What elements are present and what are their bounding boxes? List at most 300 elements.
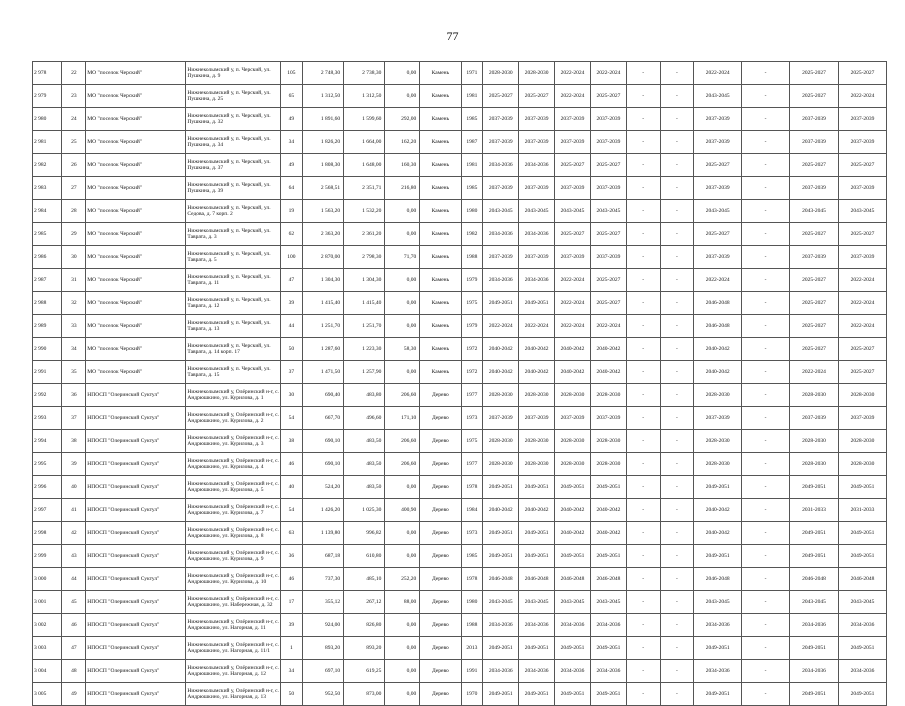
period-10-cell: 2043-2045 [838,591,886,614]
floors-cell: 19 [281,200,303,223]
address-cell: Нижнеколымский у, п. Черский, ул. Таврата, д. 5 [186,246,281,269]
period-3-cell: 2049-2051 [555,476,591,499]
municipality-cell: МО "поселок Черский" [86,361,186,384]
period-6-cell: - [660,407,694,430]
period-10-cell: 2049-2051 [838,545,886,568]
item-number-cell: 38 [62,430,86,453]
floors-cell: 44 [281,315,303,338]
period-3-cell: 2049-2051 [555,545,591,568]
period-3-cell: 2022-2024 [555,315,591,338]
period-8-cell: - [742,384,790,407]
period-10-cell: 2028-2030 [838,384,886,407]
nonliving-area-cell: 0,00 [385,522,420,545]
total-area-cell: 1 139,80 [302,522,343,545]
nonliving-area-cell: 171,10 [385,407,420,430]
period-7-cell: 2022-2024 [694,62,742,85]
period-9-cell: 2046-2048 [790,568,839,591]
municipality-cell: МО "поселок Черский" [86,246,186,269]
period-4-cell: 2040-2042 [590,522,626,545]
period-5-cell: - [626,338,660,361]
wall-material-cell: Камень [420,108,461,131]
living-area-cell: 1 251,70 [344,315,385,338]
build-year-cell: 1971 [461,62,483,85]
table-row [33,269,887,292]
municipality-cell: НПОСП "Олеринский Суктул" [86,522,186,545]
item-number-cell: 43 [62,545,86,568]
nonliving-area-cell: 160,30 [385,154,420,177]
period-2-cell: 2049-2051 [519,637,555,660]
address-cell: Нижнеколымский у, п. Черский, ул. Пушкина, д. 37 [186,154,281,177]
living-area-cell: 1 257,90 [344,361,385,384]
build-year-cell: 1977 [461,453,483,476]
build-year-cell: 1984 [461,499,483,522]
total-area-cell: 2 363,20 [302,223,343,246]
period-2-cell: 2028-2030 [519,62,555,85]
period-8-cell: - [742,453,790,476]
wall-material-cell: Дерево [420,407,461,430]
period-8-cell: - [742,476,790,499]
table-row [33,614,887,637]
period-10-cell: 2025-2027 [838,223,886,246]
period-10-cell: 2028-2030 [838,430,886,453]
period-1-cell: 2034-2036 [483,154,519,177]
period-2-cell: 2034-2036 [519,154,555,177]
municipality-cell: НПОСП "Олеринский Суктул" [86,637,186,660]
municipality-cell: МО "поселок Черский" [86,108,186,131]
floors-cell: 1 [281,637,303,660]
period-5-cell: - [626,407,660,430]
build-year-cell: 1985 [461,108,483,131]
row-number-cell: 2 988 [33,292,62,315]
floors-cell: 62 [281,223,303,246]
period-2-cell: 2034-2036 [519,660,555,683]
period-1-cell: 2049-2051 [483,637,519,660]
period-4-cell: 2034-2036 [590,614,626,637]
floors-cell: 38 [281,430,303,453]
municipality-cell: МО "поселок Черский" [86,177,186,200]
table-row [33,407,887,430]
period-1-cell: 2022-2024 [483,315,519,338]
wall-material-cell: Камень [420,200,461,223]
nonliving-area-cell: 88,00 [385,591,420,614]
period-1-cell: 2034-2036 [483,223,519,246]
build-year-cell: 1973 [461,522,483,545]
period-1-cell: 2028-2030 [483,430,519,453]
period-7-cell: 2040-2042 [694,361,742,384]
period-4-cell: 2025-2027 [590,292,626,315]
period-1-cell: 2049-2051 [483,545,519,568]
period-2-cell: 2049-2051 [519,545,555,568]
period-2-cell: 2034-2036 [519,223,555,246]
total-area-cell: 2 870,00 [302,246,343,269]
table-row [33,384,887,407]
table-row [33,177,887,200]
period-5-cell: - [626,430,660,453]
period-3-cell: 2049-2051 [555,637,591,660]
housing-table [32,61,887,706]
period-4-cell: 2040-2042 [590,499,626,522]
total-area-cell: 2 748,30 [302,62,343,85]
period-7-cell: 2046-2048 [694,292,742,315]
item-number-cell: 27 [62,177,86,200]
period-7-cell: 2043-2045 [694,85,742,108]
municipality-cell: НПОСП "Олеринский Суктул" [86,453,186,476]
floors-cell: 105 [281,62,303,85]
period-3-cell: 2028-2030 [555,453,591,476]
period-7-cell: 2049-2051 [694,637,742,660]
period-4-cell: 2040-2042 [590,338,626,361]
table-row [33,338,887,361]
period-7-cell: 2025-2027 [694,154,742,177]
living-area-cell: 2 351,71 [344,177,385,200]
row-number-cell: 2 984 [33,200,62,223]
period-3-cell: 2037-2039 [555,246,591,269]
address-cell: Нижнеколымский у, п. Черский, ул. Пушкина, д. 32 [186,108,281,131]
period-1-cell: 2034-2036 [483,660,519,683]
period-7-cell: 2040-2042 [694,499,742,522]
table-row [33,545,887,568]
period-4-cell: 2022-2024 [590,315,626,338]
period-5-cell: - [626,591,660,614]
period-6-cell: - [660,430,694,453]
build-year-cell: 1978 [461,568,483,591]
period-10-cell: 2022-2024 [838,85,886,108]
period-3-cell: 2040-2042 [555,522,591,545]
period-1-cell: 2049-2051 [483,522,519,545]
address-cell: Нижнеколымский у, п. Черский, ул. Таврата, д. 15 [186,361,281,384]
table-row [33,453,887,476]
period-8-cell: - [742,407,790,430]
period-2-cell: 2040-2042 [519,338,555,361]
period-5-cell: - [626,384,660,407]
total-area-cell: 2 568,51 [302,177,343,200]
period-8-cell: - [742,62,790,85]
page-number: 77 [446,29,459,43]
period-3-cell: 2037-2039 [555,108,591,131]
period-4-cell: 2028-2030 [590,453,626,476]
period-9-cell: 2025-2027 [790,62,839,85]
period-5-cell: - [626,315,660,338]
period-6-cell: - [660,476,694,499]
item-number-cell: 29 [62,223,86,246]
period-3-cell: 2034-2036 [555,614,591,637]
period-10-cell: 2022-2024 [838,315,886,338]
row-number-cell: 2 985 [33,223,62,246]
living-area-cell: 1 304,30 [344,269,385,292]
period-5-cell: - [626,108,660,131]
municipality-cell: НПОСП "Олеринский Суктул" [86,430,186,453]
total-area-cell: 1 312,50 [302,85,343,108]
row-number-cell: 3 000 [33,568,62,591]
wall-material-cell: Камень [420,246,461,269]
period-8-cell: - [742,292,790,315]
item-number-cell: 35 [62,361,86,384]
floors-cell: 54 [281,407,303,430]
municipality-cell: НПОСП "Олеринский Суктул" [86,591,186,614]
period-4-cell: 2037-2039 [590,177,626,200]
address-cell: Нижнеколымский у, п. Черский, ул. Таврата, д. 3 [186,223,281,246]
total-area-cell: 697,10 [302,660,343,683]
build-year-cell: 1975 [461,430,483,453]
period-2-cell: 2049-2051 [519,683,555,706]
row-number-cell: 2 989 [33,315,62,338]
period-8-cell: - [742,660,790,683]
floors-cell: 49 [281,154,303,177]
total-area-cell: 690,10 [302,430,343,453]
period-5-cell: - [626,637,660,660]
build-year-cell: 1979 [461,269,483,292]
build-year-cell: 1988 [461,246,483,269]
living-area-cell: 483,50 [344,430,385,453]
period-1-cell: 2037-2039 [483,407,519,430]
municipality-cell: НПОСП "Олеринский Суктул" [86,568,186,591]
period-7-cell: 2037-2039 [694,177,742,200]
period-7-cell: 2046-2048 [694,568,742,591]
total-area-cell: 952,50 [302,683,343,706]
wall-material-cell: Камень [420,62,461,85]
period-4-cell: 2046-2048 [590,568,626,591]
period-6-cell: - [660,223,694,246]
living-area-cell: 2 361,20 [344,223,385,246]
period-3-cell: 2028-2030 [555,384,591,407]
address-cell: Нижнеколымский у, Олёринский н-г, с. Андрюшкино, ул. Нагорная, д. 11 [186,614,281,637]
build-year-cell: 1973 [461,407,483,430]
period-4-cell: 2049-2051 [590,545,626,568]
period-3-cell: 2043-2045 [555,200,591,223]
period-1-cell: 2028-2030 [483,384,519,407]
period-10-cell: 2022-2024 [838,292,886,315]
period-1-cell: 2034-2036 [483,614,519,637]
period-6-cell: - [660,568,694,591]
build-year-cell: 1972 [461,361,483,384]
period-2-cell: 2025-2027 [519,85,555,108]
period-10-cell: 2049-2051 [838,522,886,545]
period-5-cell: - [626,200,660,223]
period-8-cell: - [742,200,790,223]
period-4-cell: 2034-2036 [590,660,626,683]
municipality-cell: МО "поселок Черский" [86,292,186,315]
address-cell: Нижнеколымский у, п. Черский, ул. Пушкина, д. 34 [186,131,281,154]
total-area-cell: 524,20 [302,476,343,499]
row-number-cell: 2 980 [33,108,62,131]
period-10-cell: 2049-2051 [838,476,886,499]
floors-cell: 65 [281,85,303,108]
period-5-cell: - [626,246,660,269]
period-3-cell: 2022-2024 [555,85,591,108]
period-4-cell: 2025-2027 [590,223,626,246]
period-6-cell: - [660,614,694,637]
period-6-cell: - [660,315,694,338]
period-1-cell: 2040-2042 [483,338,519,361]
nonliving-area-cell: 0,00 [385,200,420,223]
period-2-cell: 2049-2051 [519,476,555,499]
period-2-cell: 2037-2039 [519,246,555,269]
floors-cell: 50 [281,683,303,706]
period-1-cell: 2037-2039 [483,246,519,269]
period-4-cell: 2025-2027 [590,85,626,108]
period-5-cell: - [626,292,660,315]
nonliving-area-cell: 0,00 [385,223,420,246]
period-5-cell: - [626,660,660,683]
build-year-cell: 1978 [461,476,483,499]
address-cell: Нижнеколымский у, п. Черский, ул. Седова, д. 7 корп. 2 [186,200,281,223]
wall-material-cell: Дерево [420,637,461,660]
period-10-cell: 2031-2033 [838,499,886,522]
period-7-cell: 2028-2030 [694,384,742,407]
period-4-cell: 2028-2030 [590,430,626,453]
municipality-cell: МО "поселок Черский" [86,338,186,361]
build-year-cell: 1987 [461,131,483,154]
wall-material-cell: Камень [420,292,461,315]
floors-cell: 39 [281,292,303,315]
wall-material-cell: Камень [420,361,461,384]
period-7-cell: 2049-2051 [694,476,742,499]
build-year-cell: 1977 [461,384,483,407]
period-5-cell: - [626,453,660,476]
period-3-cell: 2040-2042 [555,499,591,522]
period-9-cell: 2037-2039 [790,108,839,131]
total-area-cell: 1 287,60 [302,338,343,361]
period-5-cell: - [626,361,660,384]
floors-cell: 37 [281,361,303,384]
build-year-cell: 1991 [461,660,483,683]
living-area-cell: 996,82 [344,522,385,545]
period-3-cell: 2037-2039 [555,131,591,154]
row-number-cell: 2 983 [33,177,62,200]
period-7-cell: 2037-2039 [694,108,742,131]
period-5-cell: - [626,154,660,177]
period-3-cell: 2028-2030 [555,430,591,453]
period-8-cell: - [742,637,790,660]
item-number-cell: 37 [62,407,86,430]
floors-cell: 30 [281,384,303,407]
period-4-cell: 2049-2051 [590,637,626,660]
address-cell: Нижнеколымский у, Олёринский н-г, с. Андрюшкино, ул. Набережная, д. 32 [186,591,281,614]
item-number-cell: 41 [62,499,86,522]
total-area-cell: 355,12 [302,591,343,614]
item-number-cell: 40 [62,476,86,499]
total-area-cell: 1 471,50 [302,361,343,384]
period-2-cell: 2034-2036 [519,269,555,292]
municipality-cell: НПОСП "Олеринский Суктул" [86,545,186,568]
period-6-cell: - [660,108,694,131]
wall-material-cell: Дерево [420,430,461,453]
floors-cell: 50 [281,338,303,361]
floors-cell: 46 [281,568,303,591]
period-2-cell: 2043-2045 [519,591,555,614]
period-7-cell: 2028-2030 [694,430,742,453]
period-8-cell: - [742,85,790,108]
period-8-cell: - [742,545,790,568]
period-7-cell: 2037-2039 [694,131,742,154]
period-3-cell: 2037-2039 [555,177,591,200]
table-row [33,660,887,683]
item-number-cell: 30 [62,246,86,269]
period-9-cell: 2022-2024 [790,361,839,384]
period-7-cell: 2022-2024 [694,269,742,292]
address-cell: Нижнеколымский у, Олёринский н-г, с. Андрюшкино, ул. Нагорная, д. 11/1 [186,637,281,660]
address-cell: Нижнеколымский у, Олёринский н-г, с. Андрюшкино, ул. Куриловa, д. 2 [186,407,281,430]
table-row [33,154,887,177]
period-6-cell: - [660,361,694,384]
floors-cell: 100 [281,246,303,269]
period-6-cell: - [660,660,694,683]
period-6-cell: - [660,499,694,522]
period-8-cell: - [742,522,790,545]
wall-material-cell: Камень [420,154,461,177]
period-3-cell: 2046-2048 [555,568,591,591]
period-6-cell: - [660,338,694,361]
item-number-cell: 22 [62,62,86,85]
period-8-cell: - [742,430,790,453]
period-10-cell: 2025-2027 [838,338,886,361]
build-year-cell: 1981 [461,85,483,108]
table-row [33,361,887,384]
build-year-cell: 1972 [461,338,483,361]
row-number-cell: 2 994 [33,430,62,453]
period-8-cell: - [742,499,790,522]
build-year-cell: 1979 [461,315,483,338]
address-cell: Нижнеколымский у, п. Черский, ул. Пушкина, д. 9 [186,62,281,85]
address-cell: Нижнеколымский у, Олёринский н-г, с. Андрюшкино, ул. Куриловa, д. 8 [186,522,281,545]
period-2-cell: 2040-2042 [519,361,555,384]
period-2-cell: 2043-2045 [519,200,555,223]
wall-material-cell: Дерево [420,522,461,545]
address-cell: Нижнеколымский у, Олёринский н-г, с. Андрюшкино, ул. Куриловa, д. 7 [186,499,281,522]
item-number-cell: 34 [62,338,86,361]
period-4-cell: 2028-2030 [590,384,626,407]
build-year-cell: 2013 [461,637,483,660]
period-10-cell: 2037-2039 [838,108,886,131]
period-3-cell: 2037-2039 [555,407,591,430]
period-10-cell: 2046-2048 [838,568,886,591]
total-area-cell: 737,30 [302,568,343,591]
period-9-cell: 2025-2027 [790,269,839,292]
period-9-cell: 2028-2030 [790,430,839,453]
table-row [33,200,887,223]
period-8-cell: - [742,108,790,131]
row-number-cell: 2 998 [33,522,62,545]
item-number-cell: 25 [62,131,86,154]
nonliving-area-cell: 162,20 [385,131,420,154]
period-9-cell: 2037-2039 [790,177,839,200]
living-area-cell: 1 664,00 [344,131,385,154]
period-2-cell: 2040-2042 [519,499,555,522]
total-area-cell: 893,20 [302,637,343,660]
address-cell: Нижнеколымский у, Олёринский н-г, с. Андрюшкино, ул. Нагорная, д. 12 [186,660,281,683]
period-4-cell: 2049-2051 [590,476,626,499]
period-8-cell: - [742,154,790,177]
period-5-cell: - [626,62,660,85]
period-6-cell: - [660,154,694,177]
period-3-cell: 2022-2024 [555,292,591,315]
period-8-cell: - [742,361,790,384]
period-9-cell: 2025-2027 [790,292,839,315]
period-8-cell: - [742,338,790,361]
item-number-cell: 23 [62,85,86,108]
item-number-cell: 32 [62,292,86,315]
wall-material-cell: Дерево [420,683,461,706]
total-area-cell: 667,70 [302,407,343,430]
period-10-cell: 2025-2027 [838,154,886,177]
period-2-cell: 2037-2039 [519,407,555,430]
period-7-cell: 2049-2051 [694,683,742,706]
period-9-cell: 2031-2033 [790,499,839,522]
build-year-cell: 1981 [461,154,483,177]
build-year-cell: 1985 [461,545,483,568]
period-7-cell: 2040-2042 [694,522,742,545]
period-9-cell: 2034-2036 [790,660,839,683]
